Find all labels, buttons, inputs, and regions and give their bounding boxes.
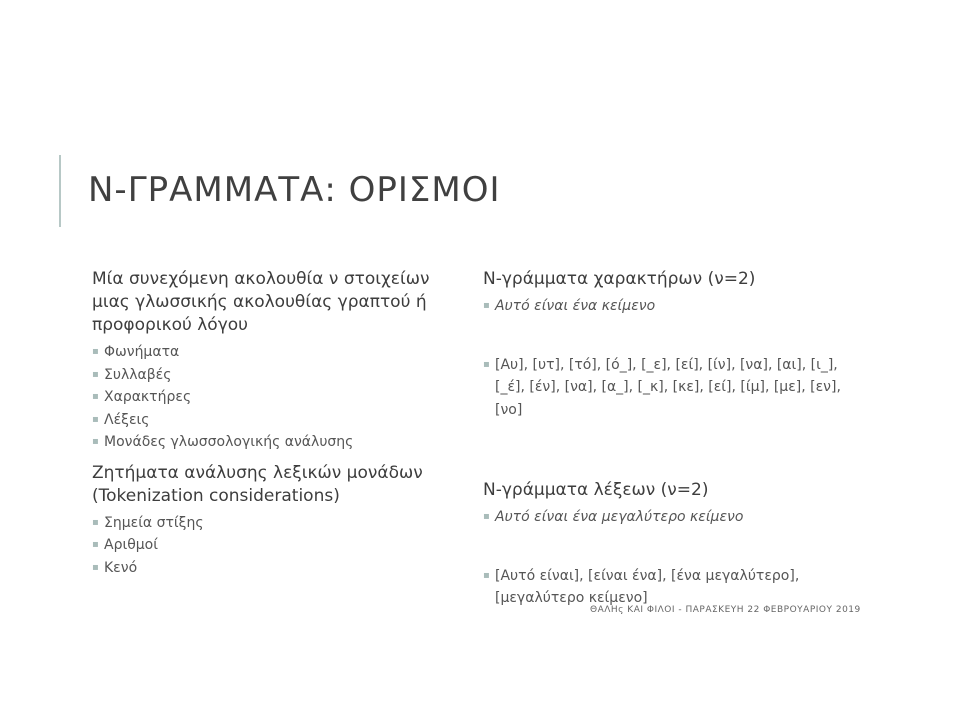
word-example-list bbox=[483, 506, 843, 529]
bullet-icon: ▪ bbox=[483, 358, 490, 370]
bullet-icon: ▪ bbox=[92, 413, 99, 425]
list-item: ▪ Μονάδες γλωσσολογικής ανάλυσης bbox=[92, 431, 462, 454]
bullet-icon: ▪ bbox=[483, 300, 490, 311]
char-example-list bbox=[483, 295, 843, 318]
list-item: ▪ Φωνήματα bbox=[92, 341, 462, 364]
char-ngrams-heading: N-γράμματα χαρακτήρων (ν=2) bbox=[483, 269, 756, 289]
list-item: ▪ Συλλαβές bbox=[92, 364, 462, 387]
slide-footer: ΘΑΛΗς ΚΑΙ ΦΙΛΟΙ - ΠΑΡΑΣΚΕΥΗ 22 ΦΕΒΡΟΥΑΡΙΟΥ 2019 bbox=[590, 605, 861, 615]
spacer bbox=[483, 326, 843, 350]
bullet-icon: ▪ bbox=[483, 511, 490, 522]
word-ngrams-list bbox=[483, 565, 843, 610]
definition-text: Μία συνεχόμενη ακολουθία ν στοιχείων μιας γλωσσικής ακολουθίας γραπτού ή προφορικού λόγου bbox=[92, 269, 430, 335]
right-column bbox=[483, 268, 843, 618]
char-ngrams-list bbox=[483, 354, 843, 422]
tokenization-heading: Ζητήματα ανάλυσης λεξικών μονάδων (Tokenization considerations) bbox=[92, 462, 423, 506]
bullet-icon: ▪ bbox=[92, 391, 99, 402]
list-item: ▪ Σημεία στίξης bbox=[92, 512, 462, 535]
bullet-icon: ▪ bbox=[92, 561, 99, 573]
list-item: ▪ Κενό bbox=[92, 557, 462, 580]
list-item: ▪ [Αυτό είναι], [είναι ένα], [ένα μεγαλύτερο], [μεγαλύτερο κείμενο] bbox=[483, 565, 843, 610]
tokenization-list bbox=[92, 512, 462, 580]
bullet-icon: ▪ bbox=[483, 569, 490, 581]
left-column bbox=[92, 268, 462, 587]
slide-title: N-ΓΡΑΜΜΑΤΑ: ΟΡΙΣΜΟΙ bbox=[88, 170, 501, 210]
list-item: ▪ Χαρακτήρες bbox=[92, 386, 462, 409]
spacer bbox=[483, 429, 843, 479]
list-item: ▪ Αυτό είναι ένα μεγαλύτερο κείμενο bbox=[483, 506, 843, 529]
list-item: ▪ Αυτό είναι ένα κείμενο bbox=[483, 295, 843, 318]
bullet-icon: ▪ bbox=[92, 516, 99, 528]
bullet-icon: ▪ bbox=[92, 368, 99, 380]
bullet-icon: ▪ bbox=[92, 436, 99, 447]
title-accent-bar bbox=[59, 155, 61, 227]
definition-list bbox=[92, 341, 462, 454]
spacer bbox=[483, 537, 843, 561]
list-item: ▪ Λέξεις bbox=[92, 409, 462, 432]
list-item: ▪ [Αυ], [υτ], [τό], [ό_], [_ε], [εί], [ίν], [να], [αι], [ι_], [_έ], [έν], [να], [α_], [_κ], [κε], [εί], [ίμ], [με], [εν], [νο] bbox=[483, 354, 843, 422]
bullet-icon: ▪ bbox=[92, 346, 99, 357]
list-item: ▪ Αριθμοί bbox=[92, 534, 462, 557]
word-ngrams-heading: N-γράμματα λέξεων (ν=2) bbox=[483, 480, 709, 500]
bullet-icon: ▪ bbox=[92, 539, 99, 550]
